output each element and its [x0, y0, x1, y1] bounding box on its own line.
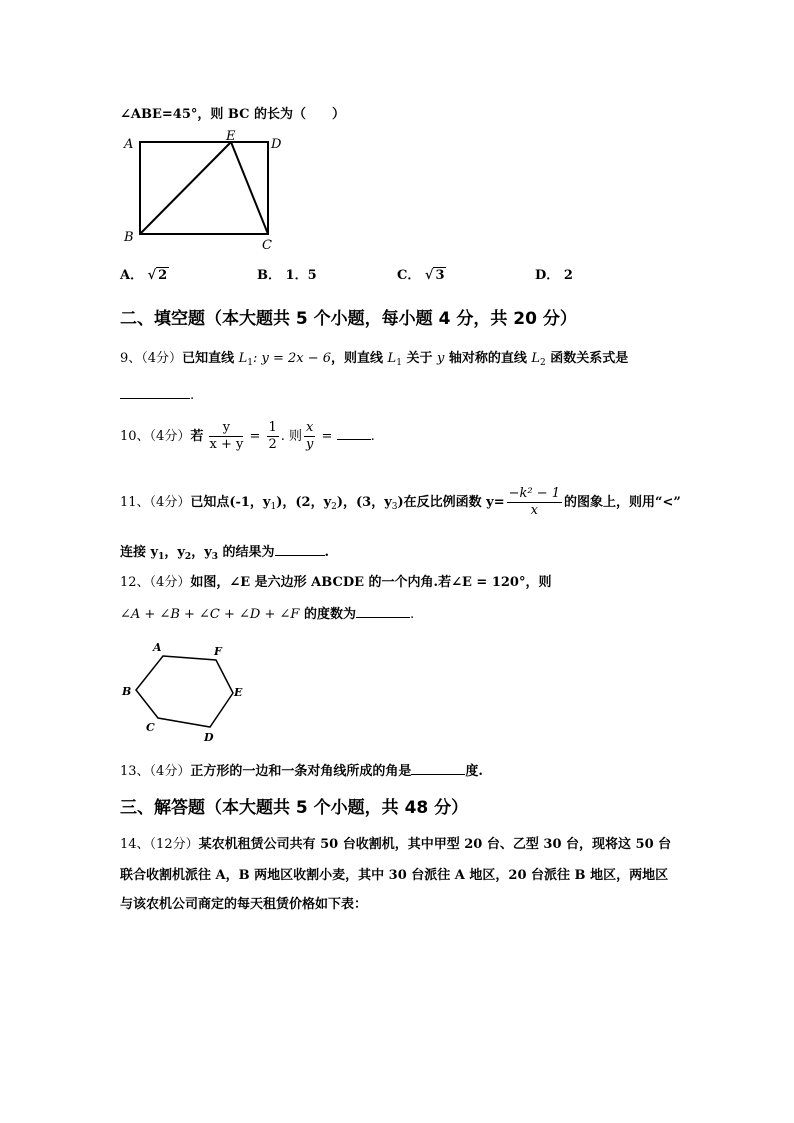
option-a-letter: A．: [120, 268, 144, 283]
q13-end: 度.: [465, 764, 483, 779]
q9-text5: 函数关系式是: [545, 351, 629, 366]
q14-number: 14、: [120, 837, 150, 852]
q11-line2-a: 连接 y: [120, 545, 159, 560]
q10-frac2-num: 1: [268, 420, 277, 435]
hex-label-b: B: [122, 685, 132, 698]
hexagon-abcdef: [136, 656, 233, 727]
q14-points: （12分）: [149, 837, 199, 852]
question-13: [120, 760, 483, 779]
q8-question: ，则 BC 的长为（ ）: [197, 107, 345, 122]
q13-text: 正方形的一边和一条对角线所成的角是: [190, 764, 412, 779]
option-c-letter: C．: [397, 268, 421, 283]
hex-label-f: F: [214, 645, 222, 658]
q11-sub1: 1: [270, 502, 277, 512]
q13-answer-blank: [411, 762, 465, 775]
label-e: E: [226, 129, 236, 144]
q13-number: 13、: [120, 764, 150, 779]
q9-text3: 关于: [401, 351, 437, 366]
q11-line2-sub1: 1: [158, 552, 165, 562]
sqrt-icon: √ 3: [424, 268, 445, 283]
q11-line2-d: 的结果为: [218, 545, 275, 560]
option-c-value: 3: [435, 268, 445, 283]
rectangle-figure: [118, 128, 288, 253]
question-14: [120, 833, 671, 852]
q11-frac-den: x: [530, 503, 538, 518]
q11-number: 11、: [120, 495, 150, 510]
q9-answer-blank: [120, 386, 190, 399]
q10-frac3-num: x: [306, 420, 314, 435]
q9-end: .: [190, 388, 195, 403]
q12-line2: [120, 603, 414, 622]
option-a: [120, 264, 169, 283]
q11-frac-num: −k² − 1: [508, 486, 561, 501]
q10-fraction-1: [209, 420, 243, 453]
q11-answer-blank: [275, 543, 325, 556]
q11-text4: )在反比例函数 y=: [397, 495, 505, 510]
section-3-heading: 三、解答题（本大题共 5 个小题，共 48 分）: [120, 798, 469, 818]
section-2-heading: 二、填空题（本大题共 5 个小题，每小题 4 分，共 20 分）: [120, 309, 577, 329]
option-a-value: 2: [158, 268, 168, 283]
q12-text1: 如图，∠E 是六边形 ABCDE 的一个内角.若∠E = 120°，则: [190, 575, 552, 590]
q12-points: （4分）: [149, 575, 191, 590]
q9-text1: 已知直线: [182, 351, 239, 366]
q11-sub3: 3: [391, 502, 398, 512]
q10-end: .: [370, 429, 375, 444]
q14-line1: 某农机租赁公司共有 50 台收割机，其中甲型 20 台、乙型 30 台，现将这 50 台: [198, 837, 672, 852]
option-d-letter: D．: [535, 268, 560, 283]
option-d: [535, 264, 573, 283]
q11-text1: 已知点(-1，y: [190, 495, 271, 510]
option-d-value: 2: [563, 268, 573, 283]
q12-number: 12、: [120, 575, 150, 590]
q9-axis: y: [436, 351, 445, 366]
q9-line2-sub: 1: [396, 358, 402, 368]
q8-angle-condition: ∠ABE=45°: [120, 107, 198, 122]
segment-be: [140, 142, 231, 234]
q9-points: （4分）: [141, 351, 183, 366]
q11-line2-b: ，y: [164, 545, 185, 560]
q9-text4: 轴对称的直线: [444, 351, 532, 366]
q12-angle-sum: ∠A + ∠B + ∠C + ∠D + ∠F: [120, 607, 300, 622]
q14-line3: 与该农机公司商定的每天租赁价格如下表：: [120, 897, 368, 912]
question-12: [120, 571, 551, 590]
q11-points: （4分）: [149, 495, 191, 510]
q8-tail: [120, 103, 345, 122]
q9-line-sub: 1: [247, 358, 253, 368]
question-11: [120, 486, 681, 519]
q10-frac1-num: y: [209, 420, 243, 437]
q11-line2-sub2: 2: [184, 552, 192, 562]
q13-points: （4分）: [149, 764, 191, 779]
option-b-value: 1．5: [285, 268, 317, 283]
hex-label-a: A: [153, 641, 162, 654]
q10-frac3-den: y: [306, 437, 314, 452]
q9-target-name: L: [531, 351, 541, 366]
q9-line-name: L: [238, 351, 248, 366]
q10-points: （4分）: [149, 429, 191, 444]
hexagon-figure: [118, 638, 253, 746]
q10-eq2: =: [317, 429, 337, 444]
q12-line2-b: 的度数为: [299, 607, 356, 622]
sqrt-icon: √ 2: [147, 268, 168, 283]
q9-text2: ，则直线: [331, 351, 388, 366]
q10-fraction-3: [304, 420, 315, 453]
label-a: A: [124, 137, 134, 152]
q11-text5: 的图象上，则用“<”: [564, 495, 681, 510]
q10-eq: =: [245, 429, 265, 444]
q10-fraction-2: [267, 420, 279, 453]
question-10: [120, 420, 375, 453]
q11-text3: )，(3，y: [336, 495, 392, 510]
label-b: B: [124, 230, 134, 245]
q9-answer-line: [120, 386, 194, 403]
hex-label-c: C: [146, 721, 155, 734]
option-b: [257, 264, 317, 283]
q11-line2: [120, 541, 329, 562]
q10-number: 10、: [120, 429, 150, 444]
label-c: C: [262, 238, 272, 253]
q11-line2-c: ，y: [191, 545, 212, 560]
q9-line2-name: L: [387, 351, 397, 366]
q12-end: .: [409, 607, 415, 622]
q11-fraction: [507, 486, 562, 519]
q10-frac2-den: 2: [268, 437, 277, 452]
q11-text2: )，(2，y: [276, 495, 332, 510]
q10-text2: . 则: [280, 429, 303, 444]
label-d: D: [271, 137, 282, 152]
q9-number: 9、: [120, 351, 142, 366]
q10-text1: 若: [190, 429, 204, 444]
hex-label-e: E: [234, 686, 243, 699]
q14-line2: 联合收割机派往 A，B 两地区收割小麦，其中 30 台派往 A 地区，20 台派往 B 地区，两地区: [120, 868, 669, 883]
option-c: [397, 264, 446, 283]
q11-line2-sub3: 3: [211, 552, 219, 562]
question-9: [120, 347, 628, 368]
q10-frac1-den: x + y: [209, 437, 244, 452]
q12-answer-blank: [356, 605, 410, 618]
q10-answer-blank: [337, 427, 371, 440]
q9-target-sub: 2: [540, 358, 546, 368]
q9-equation: : y = 2x − 6: [252, 351, 332, 366]
option-b-letter: B．: [257, 268, 281, 283]
segment-ec: [231, 142, 268, 234]
q11-end: .: [324, 545, 330, 560]
q11-sub2: 2: [331, 502, 337, 512]
hex-label-d: D: [204, 731, 214, 744]
